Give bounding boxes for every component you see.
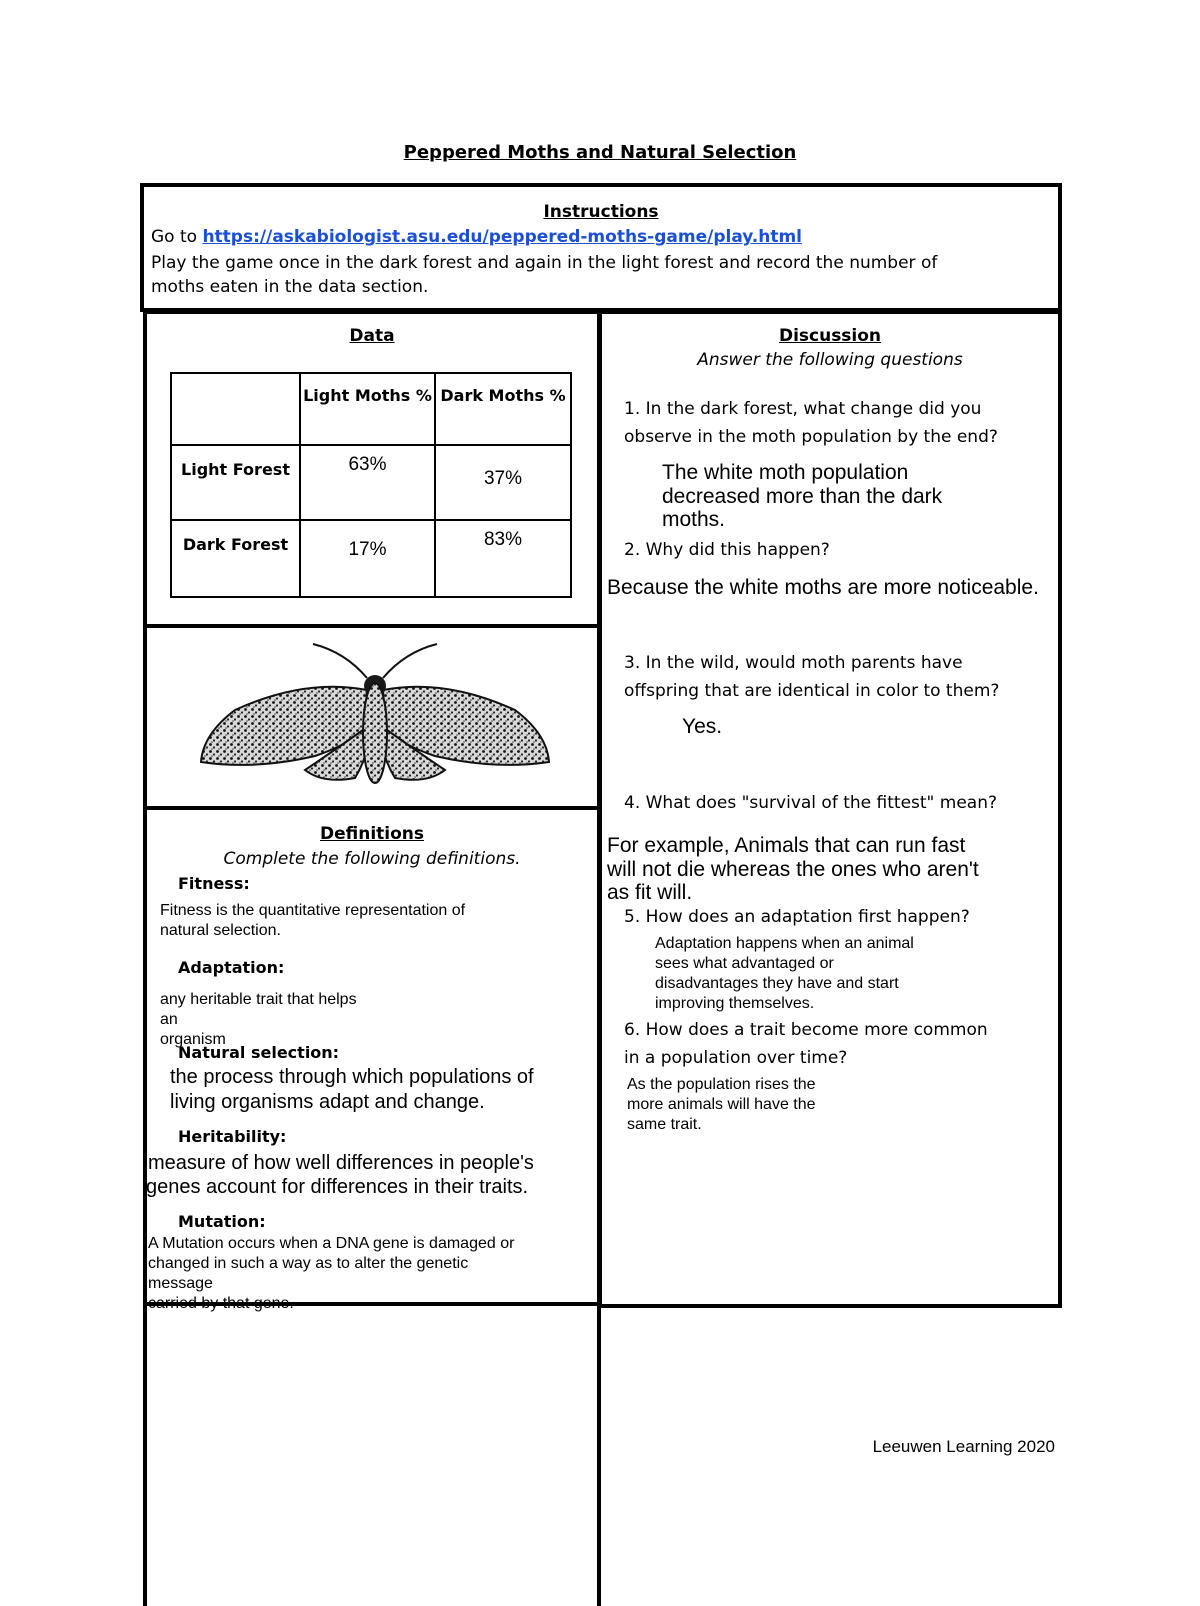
answer-4-line-1: For example, Animals that can run fast [607,834,966,857]
table-corner-cell [171,373,300,445]
question-5: 5. How does an adaptation first happen? [624,907,970,927]
question-2: 2. Why did this happen? [624,540,830,560]
instructions-go-to-line [151,227,802,247]
fitness-answer-line-2: natural selection. [160,922,281,939]
mutation-answer-line-1: A Mutation occurs when a DNA gene is damaged or [148,1235,515,1252]
answer-5-line-1: Adaptation happens when an animal [655,935,914,952]
go-to-text: Go to [151,227,198,247]
question-6-line-2: in a population over time? [624,1048,848,1068]
instructions-line-2: moths eaten in the data section. [151,277,429,297]
heritability-answer-line-1: measure of how well differences in people's [148,1152,534,1174]
column-header-dark-moths: Dark Moths % [435,373,571,445]
answer-5-line-2: sees what advantaged or [655,955,834,972]
answer-4-line-2: will not die whereas the ones who aren't [607,858,979,881]
data-heading: Data [349,326,395,346]
fitness-label: Fitness: [178,874,250,893]
answer-5-line-4: improving themselves. [655,995,815,1012]
adaptation-answer-line-3: organism [160,1031,226,1048]
definitions-heading: Definitions [319,824,425,844]
answer-4-line-3: as fit will. [607,881,693,904]
table-header-row [171,373,571,445]
question-3-line-2: offspring that are identical in color to them? [624,681,1000,701]
fitness-answer-line-1: Fitness is the quantitative representation of [160,902,466,919]
question-3-line-1: 3. In the wild, would moth parents have [624,653,963,673]
cell-dark-forest-light-moths: 17% [300,520,435,597]
footer-credit: Leeuwen Learning 2020 [872,1437,1055,1456]
answer-1-line-1: The white moth population [662,461,909,484]
row-label-dark-forest: Dark Forest [171,520,300,597]
question-6-line-1: 6. How does a trait become more common [624,1020,988,1040]
discussion-subheading: Answer the following questions [697,350,963,370]
data-table [170,372,572,598]
discussion-heading: Discussion [778,326,882,346]
row-label-light-forest: Light Forest [171,445,300,520]
mutation-label: Mutation: [178,1212,266,1231]
natural-selection-answer-line-1: the process through which populations of [170,1066,534,1088]
adaptation-answer-line-1: any heritable trait that helps [160,991,357,1008]
question-1-line-2: observe in the moth population by the end? [624,427,998,447]
adaptation-label: Adaptation: [178,958,285,977]
cell-light-forest-dark-moths: 37% [435,445,571,520]
answer-6-line-2: more animals will have the [627,1096,816,1113]
natural-selection-answer-line-2: living organisms adapt and change. [170,1091,485,1113]
cell-dark-forest-dark-moths: 83% [435,520,571,597]
answer-6-line-3: same trait. [627,1116,702,1133]
answer-1-line-3: moths. [662,508,726,531]
left-column-bottom-border [143,1302,601,1306]
answer-6-line-1: As the population rises the [627,1076,816,1093]
mutation-answer-line-3: message [148,1275,213,1292]
page-title: Peppered Moths and Natural Selection [403,142,797,163]
cell-light-forest-light-moths: 63% [300,445,435,520]
game-url-link[interactable]: https://askabiologist.asu.edu/peppered-moths-game/play.html [202,227,803,247]
question-4: 4. What does "survival of the fittest" mean? [624,793,998,813]
table-row [171,520,571,597]
heritability-answer-line-2: genes account for differences in their traits. [146,1176,529,1198]
definitions-subheading: Complete the following definitions. [223,849,521,869]
peppered-moth-image [195,638,555,798]
instructions-heading: Instructions [543,202,659,222]
answer-5-line-3: disadvantages they have and start [655,975,899,992]
answer-2: Because the white moths are more noticeable. [607,576,1039,599]
table-row [171,445,571,520]
instructions-line-1: Play the game once in the dark forest and again in the light forest and record the number of [151,253,938,273]
question-1-line-1: 1. In the dark forest, what change did you [624,399,982,419]
adaptation-answer-line-2: an [160,1011,178,1028]
natural-selection-label: Natural selection: [178,1043,340,1062]
column-header-light-moths: Light Moths % [300,373,435,445]
answer-3: Yes. [682,715,723,738]
mutation-answer-line-2: changed in such a way as to alter the genetic [148,1255,469,1272]
heritability-label: Heritability: [178,1127,287,1146]
answer-1-line-2: decreased more than the dark [662,485,943,508]
